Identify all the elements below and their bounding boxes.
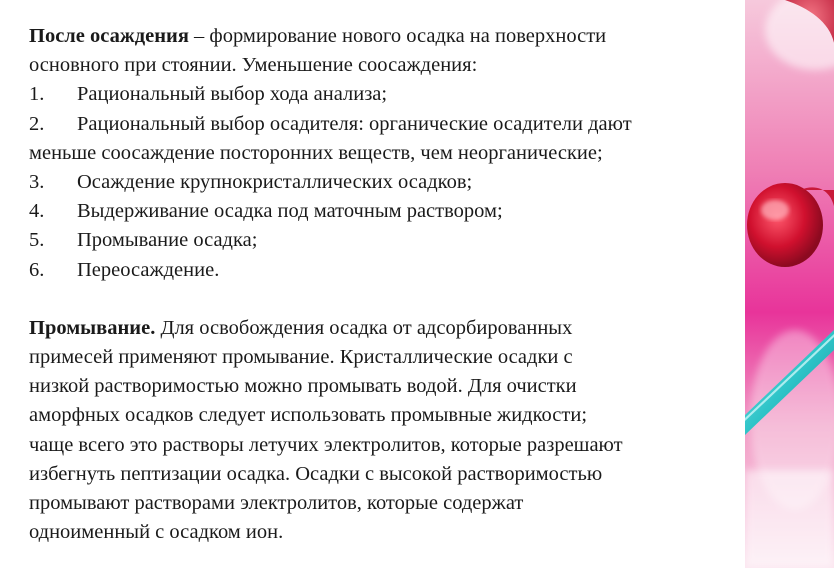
paragraph-1-line-2: основного при стоянии. Уменьшение соосаждения: bbox=[29, 54, 478, 77]
paragraph-2-text: Для освобождения осадка от адсорбированных bbox=[155, 316, 573, 339]
paragraph-2-line: избегнуть пептизации осадка. Осадки с высокой растворимостью bbox=[29, 462, 603, 485]
paragraph-2-line: низкой растворимостью можно промывать водой. Для очистки bbox=[29, 375, 577, 398]
heading-after-precipitation: После осаждения bbox=[29, 25, 189, 47]
slide-text bbox=[29, 22, 744, 547]
paragraph-1-line-1 bbox=[29, 22, 744, 51]
list-item bbox=[29, 80, 744, 109]
list-number: 2. bbox=[29, 112, 45, 135]
list-item bbox=[29, 256, 744, 285]
paragraph-2-line: промывают растворами электролитов, которые содержат bbox=[29, 492, 524, 514]
list-number: 6. bbox=[29, 258, 45, 281]
paragraph-2-line: одноименный с осадком ион. bbox=[29, 521, 284, 544]
paragraph-2-line: аморфных осадков следует использовать промывные жидкости; bbox=[29, 404, 588, 427]
list-text: Промывание осадка; bbox=[77, 229, 258, 252]
list-number: 3. bbox=[29, 170, 45, 193]
list-item bbox=[29, 226, 744, 255]
list-text: Рациональный выбор хода анализа; bbox=[77, 83, 388, 106]
list-item bbox=[29, 168, 744, 197]
paragraph-gap bbox=[29, 285, 744, 314]
heading-washing: Промывание. bbox=[29, 316, 156, 339]
paragraph-2-line: примесей применяют промывание. Кристаллические осадки с bbox=[29, 346, 573, 369]
list-text: Осаждение крупнокристаллических осадков; bbox=[77, 170, 473, 193]
list-item bbox=[29, 197, 744, 226]
list-item bbox=[29, 110, 744, 139]
list-number: 1. bbox=[29, 83, 45, 106]
decorative-floral-image bbox=[745, 0, 834, 568]
list-text: Рациональный выбор осадителя: органические осадители дают bbox=[77, 112, 632, 135]
floral-artwork bbox=[745, 0, 834, 568]
paragraph-2-line: чаще всего это растворы летучих электролитов, которые разрешают bbox=[29, 433, 623, 456]
definition-text: – формирование нового осадка на поверхности bbox=[188, 25, 607, 47]
list-number: 5. bbox=[29, 229, 45, 252]
list-text: Переосаждение. bbox=[77, 258, 220, 281]
list-item-continuation: меньше соосаждение посторонних веществ, чем неорганические; bbox=[29, 141, 603, 164]
paragraph-2-line-1 bbox=[29, 314, 744, 343]
list-text: Выдерживание осадка под маточным раствором; bbox=[77, 200, 503, 223]
list-number: 4. bbox=[29, 200, 45, 223]
